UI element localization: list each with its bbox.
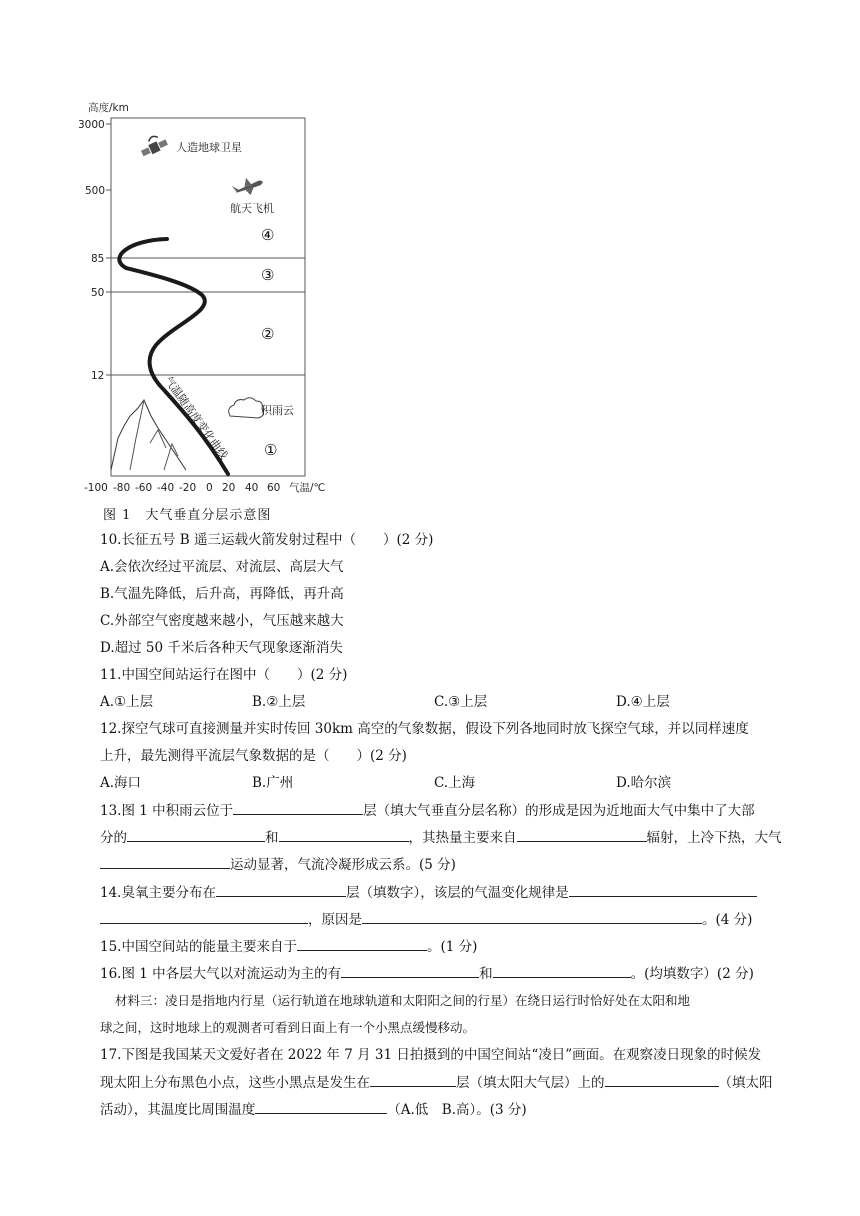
q13-line1: [100, 800, 755, 821]
q13-blank-3[interactable]: [279, 827, 409, 842]
q12-option-b: B.广州: [252, 775, 294, 791]
x-tick-20: 20: [222, 482, 236, 494]
q14-blank-4[interactable]: [362, 909, 702, 924]
shuttle-icon: [231, 174, 266, 199]
y-tick-12: 12: [91, 370, 105, 382]
mountain-icon: [111, 400, 186, 470]
q16-blank-1[interactable]: [341, 963, 479, 978]
q11-option-c: C.③上层: [434, 694, 488, 710]
material3-line2: 球之间，这时地球上的观测者可看到日面上有一个小黑点缓慢移动。: [100, 1020, 476, 1035]
q17-text-2: 层（填太阳大气层）上的: [456, 1075, 605, 1091]
q12-stem-line1: 12.探空气球可直接测量并实时传回 30km 高空的气象数据，假设下列各地同时放飞探空气球，并以同样速度: [100, 721, 749, 737]
q13-text-7: 运动显著，气流冷凝形成云系。(5 分): [230, 857, 456, 873]
q17-line1: 17.下图是我国某天文爱好者在 2022 年 7 月 31 日拍摄到的中国空间站“凌日”画面。在观察凌日现象的时候发: [100, 1047, 762, 1063]
y-axis-label: 高度/km: [88, 102, 129, 114]
q12-option-c: C.上海: [434, 775, 476, 791]
q11-option-b: B.②上层: [252, 694, 306, 710]
x-axis-label: 气温/℃: [289, 482, 326, 494]
layer-marker-1: ①: [264, 441, 278, 459]
q10-option-c: C.外部空气密度越来越小，气压越来越大: [100, 613, 344, 629]
q14-blank-2[interactable]: [569, 882, 757, 897]
q16-text-2: 和: [479, 966, 493, 982]
x-tick-neg80: -80: [113, 482, 131, 494]
q17-blank-3[interactable]: [255, 1099, 387, 1114]
q13-line3: [100, 854, 456, 875]
shuttle-label: 航天飞机: [230, 202, 274, 215]
q17-text-1: 现太阳上分布黑色小点，这些小黑点是发生在: [100, 1075, 370, 1091]
q13-text-6: 辐射，上冷下热，大气: [646, 830, 782, 846]
q13-text-5: ，其热量主要来自: [408, 830, 517, 846]
layer-marker-4: ④: [261, 226, 275, 244]
x-tick-60: 60: [267, 482, 281, 494]
y-tick-marks: [106, 124, 111, 375]
q12-option-d: D.哈尔滨: [616, 775, 672, 791]
q16-text-1: 16.图 1 中各层大气以对流运动为主的有: [100, 966, 342, 982]
q16-text-3: 。(均填数字）(2 分): [630, 966, 754, 982]
layer-marker-3: ③: [261, 266, 275, 284]
q13-blank-5[interactable]: [100, 854, 230, 869]
satellite-icon: [138, 132, 169, 158]
q17-text-4: 活动），其温度比周围温度: [100, 1102, 256, 1118]
q17-text-5: （A.低 B.高）。(3 分): [387, 1102, 527, 1118]
q14-blank-3[interactable]: [100, 909, 308, 924]
q17-text-3: （填太阳: [718, 1075, 773, 1091]
q13-blank-1[interactable]: [233, 800, 363, 815]
q14-text-3: ，原因是: [308, 912, 362, 928]
q16-blank-2[interactable]: [493, 963, 631, 978]
q13-blank-2[interactable]: [127, 827, 265, 842]
x-tick-neg60: -60: [135, 482, 153, 494]
q11-option-a: A.①上层: [100, 694, 154, 710]
x-tick-neg20: -20: [179, 482, 197, 494]
q13-text-1: 13.图 1 中积雨云位于: [100, 803, 234, 819]
q14-blank-1[interactable]: [216, 882, 346, 897]
q10-option-b: B.气温先降低，后升高，再降低，再升高: [100, 586, 344, 602]
q16-line: [100, 963, 754, 984]
q17-blank-1[interactable]: [370, 1072, 456, 1087]
curve-label: 气温随高度变化曲线: [161, 374, 231, 462]
q15-line: [100, 936, 477, 957]
cloud-icon: [229, 398, 264, 418]
mountain-ridge: [130, 400, 178, 470]
q14-text-1: 14.臭氧主要分布在: [100, 885, 216, 901]
q17-line2: [100, 1072, 773, 1093]
satellite-label: 人造地球卫星: [176, 141, 242, 154]
material3-line1: 材料三：凌日是指地内行星（运行轨道在地球轨道和太阳阳之间的行星）在绕日运行时恰好处在太阳和地: [115, 993, 691, 1008]
y-tick-50: 50: [91, 287, 105, 299]
q12-option-a: A.海口: [100, 775, 142, 791]
q11-stem: 11.中国空间站运行在图中（ ）(2 分): [100, 667, 348, 683]
figure-caption: 图 1 大气垂直分层示意图: [103, 508, 272, 523]
q10-option-a: A.会依次经过平流层、对流层、高层大气: [100, 559, 344, 575]
q14-text-2: 层（填数字），该层的气温变化规律是: [345, 885, 569, 901]
q12-stem-line2: 上升，最先测得平流层气象数据的是（ ）(2 分): [100, 748, 407, 764]
q15-text-1: 15.中国空间站的能量主要来自于: [100, 939, 297, 955]
x-tick-0: 0: [206, 482, 213, 494]
q10-option-d: D.超过 50 千米后各种天气现象逐渐消失: [100, 640, 343, 656]
q17-blank-2[interactable]: [605, 1072, 719, 1087]
q11-option-d: D.④上层: [616, 694, 670, 710]
q13-text-4: 和: [265, 830, 279, 846]
x-tick-neg100: -100: [84, 482, 108, 494]
y-tick-500: 500: [85, 185, 106, 197]
x-tick-40: 40: [245, 482, 259, 494]
atmosphere-layers-figure: [78, 98, 338, 498]
y-tick-85: 85: [91, 253, 105, 265]
q13-line2: [100, 827, 782, 848]
q10-stem: 10.长征五号 B 遥三运载火箭发射过程中（ ）(2 分): [100, 532, 434, 548]
q14-text-4: 。(4 分): [702, 912, 753, 928]
q14-line2: [100, 909, 752, 930]
q17-line3: [100, 1099, 527, 1120]
x-tick-neg40: -40: [157, 482, 175, 494]
cloud-label: 积雨云: [261, 404, 294, 417]
q13-text-3: 分的: [100, 830, 127, 846]
y-tick-3000: 3000: [78, 119, 105, 131]
q13-text-2: 层（填大气垂直分层名称）的形成是因为近地面大气中集中了大部: [363, 803, 755, 819]
layer-marker-2: ②: [261, 325, 275, 343]
q15-text-2: 。(1 分): [426, 939, 478, 955]
q14-line1: [100, 882, 757, 903]
q15-blank-1[interactable]: [297, 936, 427, 951]
q13-blank-4[interactable]: [517, 827, 647, 842]
